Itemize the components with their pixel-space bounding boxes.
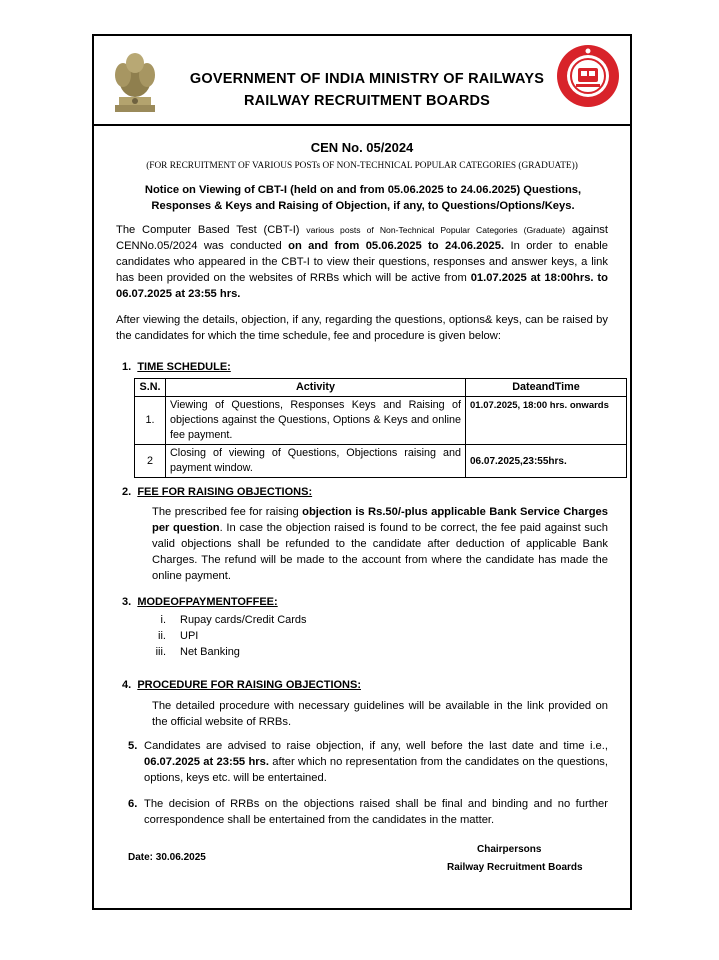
point-5-paragraph: 5. Candidates are advised to raise objection, if any, well before the last date and time i.e., 06.07.2025 at 23:55 hrs. after which no representation from the candidates on the questions, options, keys etc. will be entertained. [128,740,608,784]
table-cell-activity: Viewing of Questions, Responses Keys and Raising of objections against the Questions, Options & Keys and online fee payment. [166,397,466,445]
table-cell-sn: 2 [135,445,166,478]
table-header-sn: S.N. [135,379,166,397]
table-cell-date: 01.07.2025, 18:00 hrs. onwards [466,397,627,445]
list-item: ii. UPI [158,630,199,642]
document-frame [92,34,632,910]
indian-railways-logo-icon [556,44,620,108]
viewing-paragraph: After viewing the details, objection, if any, regarding the questions, options& keys, can be raised by the candidates for which the time schedule, fee and procedure is given below: [116,314,608,342]
point-6-paragraph: 6. The decision of RRBs on the objections raised shall be final and binding and no further correspondence shall be entertained from the candidates in the matter. [128,798,608,826]
table-header-row [135,379,627,397]
table-cell-date: 06.07.2025,23:55hrs. [466,445,627,478]
section-time-schedule-heading: 1. TIME SCHEDULE: [122,361,231,373]
section-payment-mode-heading: 3. MODEOFPAYMENTOFFEE: [122,596,278,608]
intro-paragraph: The Computer Based Test (CBT-I) various posts of Non-Technical Popular Categories (Graduate) against CENNo.05/2024 was conducted on and from 05.06.2025 to 24.06.2025. In order to enable candidates who appeared in the CBT-I to view their questions, responses and answer keys, a link has been provided on the websites of RRBs which will be active from 01.07.2025 at 18:00hrs. to 06.07.2025 at 23:55 hrs. [116,224,608,300]
letterhead [94,36,630,126]
signatory-title: Chairpersons [477,844,542,855]
ministry-title: GOVERNMENT OF INDIA MINISTRY OF RAILWAYS [189,71,545,87]
table-row [135,445,627,478]
fee-paragraph: The prescribed fee for raising objection is Rs.50/-plus applicable Bank Service Charges per question. In case the objection raised is found to be correct, the fee paid against such valid objections shall be refunded to the candidate after deduction of applicable Bank Charges. The refund will be made to the account from where the candidate has made the online payment. [152,506,608,582]
table-header-activity: Activity [166,379,466,397]
section-procedure-heading: 4. PROCEDURE FOR RAISING OBJECTIONS: [122,679,361,691]
cen-subtitle: (FOR RECRUITMENT OF VARIOUS POSTs OF NON-TECHNICAL POPULAR CATEGORIES (GRADUATE)) [146,161,578,171]
board-title: RAILWAY RECRUITMENT BOARDS [243,93,491,109]
notice-date: Date: 30.06.2025 [128,852,206,863]
notice-title: Notice on Viewing of CBT-I (held on and from 05.06.2025 to 24.06.2025) Questions, Responses & Keys and Raising of Objection, if any, to Questions/Options/Keys. [144,184,582,212]
table-header-date: DateandTime [466,379,627,397]
list-item: iii. Net Banking [155,646,240,658]
ashoka-emblem-icon [109,47,161,115]
procedure-paragraph: The detailed procedure with necessary guidelines will be available in the link provided on the official website of RRBs. [152,700,608,728]
list-item: i. Rupay cards/Credit Cards [160,614,307,626]
cen-number: CEN No. 05/2024 [310,140,414,155]
table-row [135,397,627,445]
table-cell-activity: Closing of viewing of Questions, Objections raising and payment window. [166,445,466,478]
signatory-org: Railway Recruitment Boards [447,862,583,873]
table-cell-sn: 1. [135,397,166,445]
section-fee-heading: 2. FEE FOR RAISING OBJECTIONS: [122,486,313,498]
time-schedule-table [134,378,627,478]
